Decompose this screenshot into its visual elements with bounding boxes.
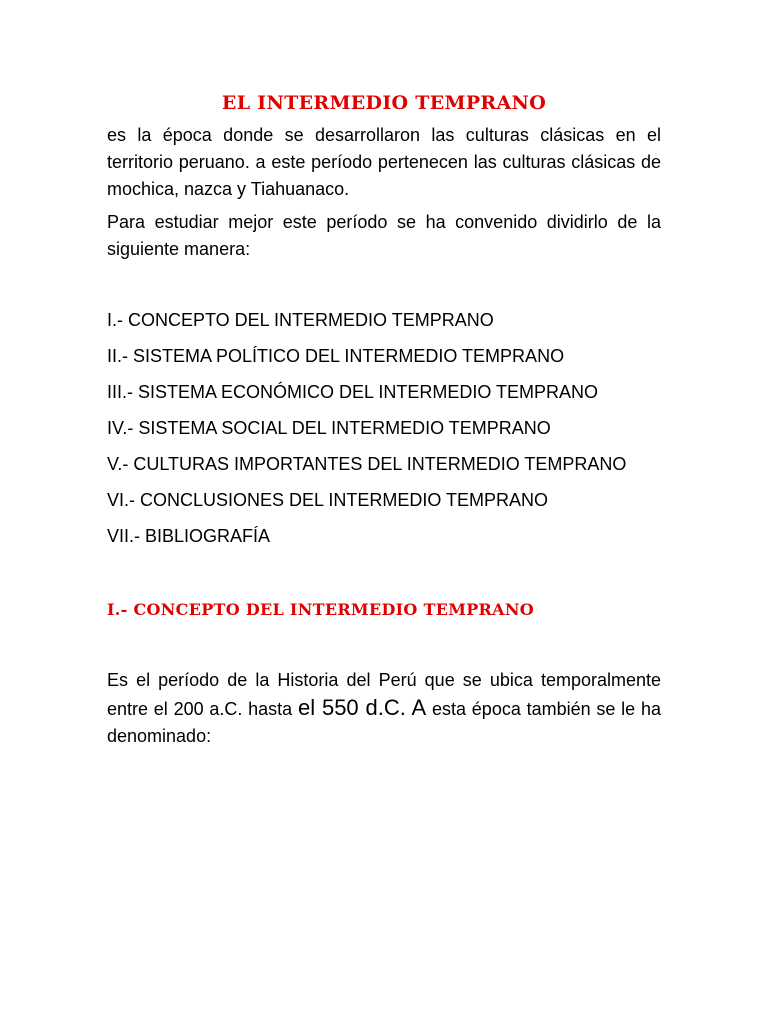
- division-paragraph: Para estudiar mejor este período se ha convenido dividirlo de la siguiente manera:: [107, 212, 661, 259]
- table-of-contents: [107, 308, 661, 549]
- document-page: [107, 90, 661, 750]
- toc-item-1: I.- CONCEPTO DEL INTERMEDIO TEMPRANO: [107, 310, 494, 330]
- concept-paragraph: [107, 667, 661, 750]
- section-heading-concept: I.- CONCEPTO DEL INTERMEDIO TEMPRANO: [107, 600, 535, 619]
- toc-item-2: II.- SISTEMA POLÍTICO DEL INTERMEDIO TEMPRANO: [107, 346, 565, 366]
- concept-text-part3: esta época también se le ha denominado:: [107, 699, 661, 746]
- concept-text-dates: el 550 d.C. A: [297, 695, 427, 720]
- document-title: EL INTERMEDIO TEMPRANO: [221, 92, 547, 114]
- intro-paragraph: es la época donde se desarrollaron las culturas clásicas en el territorio peruano. a este período pertenecen las culturas clásicas de mochica, nazca y Tiahuanaco.: [107, 125, 661, 199]
- toc-item-4: IV.- SISTEMA SOCIAL DEL INTERMEDIO TEMPRANO: [107, 418, 551, 438]
- toc-item-7: VII.- BIBLIOGRAFÍA: [107, 526, 271, 546]
- toc-item-6: VI.- CONCLUSIONES DEL INTERMEDIO TEMPRANO: [107, 490, 549, 510]
- toc-item-3: III.- SISTEMA ECONÓMICO DEL INTERMEDIO TEMPRANO: [107, 382, 599, 402]
- toc-item-5: V.- CULTURAS IMPORTANTES DEL INTERMEDIO TEMPRANO: [107, 454, 627, 474]
- concept-text-part1: Es el período de la Historia del Perú que se ubica temporalmente entre el 200 a.C. hasta: [107, 670, 661, 719]
